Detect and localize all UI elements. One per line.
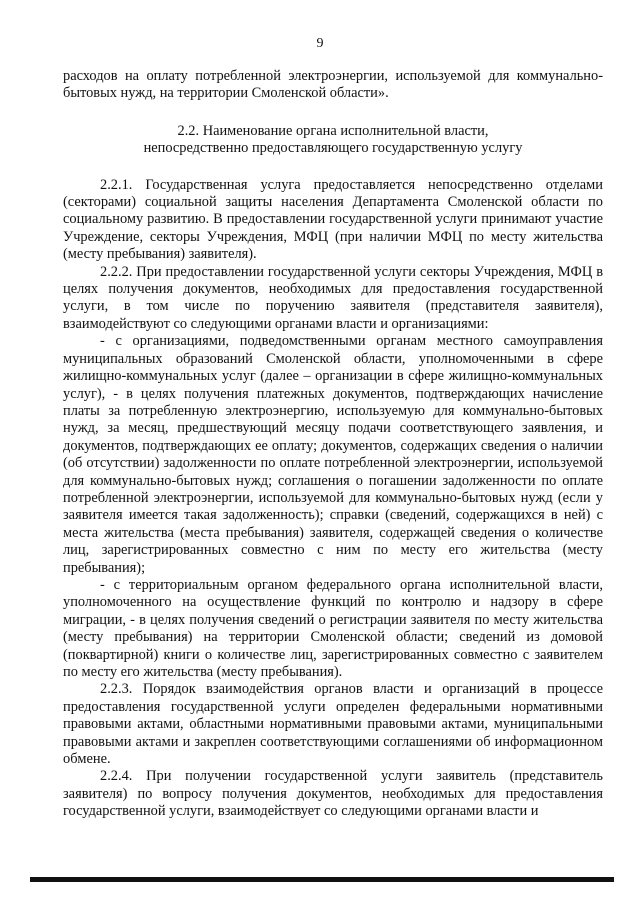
page-body bbox=[63, 68, 603, 821]
bullet-paragraph-territorial-body: - с территориальным органом федерального органа исполнительной власти, уполномоченного на осуществление функций по контролю и надзору в сфере миграции, - в целях получения сведений о регистрации заявителя по месту жительства (месту пребывания) на территории Смоленской области; сведений из домовой (поквартирной) книги о количестве лиц, зарегистрированных совместно с заявителем по месту его жительства (месту пребывания). bbox=[63, 576, 603, 680]
section-heading bbox=[63, 123, 603, 158]
page-number: 9 bbox=[316, 36, 324, 51]
paragraph-2-2-3: 2.2.3. Порядок взаимодействия органов власти и организаций в процессе предоставления государственной услуги определен федеральными нормативными правовыми актами, областными нормативными правовыми актами, муниципальными правовыми актами и закреплен соответствующими соглашениями об информационном обмене. bbox=[63, 681, 603, 768]
paragraph-2-2-2: 2.2.2. При предоставлении государственной услуги секторы Учреждения, МФЦ в целях получения документов, необходимых для предоставления государственной услуги, в том числе по поручению заявителя (представителя заявителя), взаимодействуют со следующими органами власти и организациями: bbox=[63, 263, 603, 332]
scan-edge-bar bbox=[30, 877, 614, 882]
continuation-paragraph: расходов на оплату потребленной электроэнергии, используемой для коммунально-бытовых нужд, на территории Смоленской области». bbox=[63, 68, 603, 102]
bullet-paragraph-organizations: - с организациями, подведомственными органам местного самоуправления муниципальных образований Смоленской области, уполномоченными в сфере жилищно-коммунальных услуг (далее – организации в сфере жилищно-коммунальных услуг), - в целях получения платежных документов, подтверждающих начисление платы за потребленную электроэнергию, используемую для коммунально-бытовых нужд, за месяц, предшествующий месяцу подачи соответствующего заявления, и документов, подтверждающих ее оплату; документов, содержащих сведения о наличии (об отсутствии) задолженности по оплате потребленной электроэнергии, используемой для коммунально-бытовых нужд; соглашения о погашении задолженности по оплате потребленной электроэнергии, используемой для коммунально-бытовых нужд (если у заявителя имеется такая задолженность); справки (сведений, содержащихся в ней) с места жительства (места пребывания) заявителя, содержащей сведения о количестве лиц, зарегистрированных совместно с ним по месту его жительства (месту пребывания); bbox=[63, 333, 603, 576]
section-heading-line-2: непосредственно предоставляющего государственную услугу bbox=[143, 140, 523, 157]
paragraph-2-2-4: 2.2.4. При получении государственной услуги заявитель (представитель заявителя) по вопросу получения документов, необходимых для предоставления государственной услуги, взаимодействует со следующими органами власти и bbox=[63, 768, 603, 820]
section-heading-line-1: 2.2. Наименование органа исполнительной власти, bbox=[177, 122, 489, 139]
paragraph-2-2-1: 2.2.1. Государственная услуга предоставляется непосредственно отделами (секторами) социальной защиты населения Департамента Смоленской области по социальному развитию. В предоставлении государственной услуги принимают участие Учреждение, секторы Учреждения, МФЦ (при наличии МФЦ по месту жительства (месту пребывания) заявителя). bbox=[63, 176, 603, 263]
